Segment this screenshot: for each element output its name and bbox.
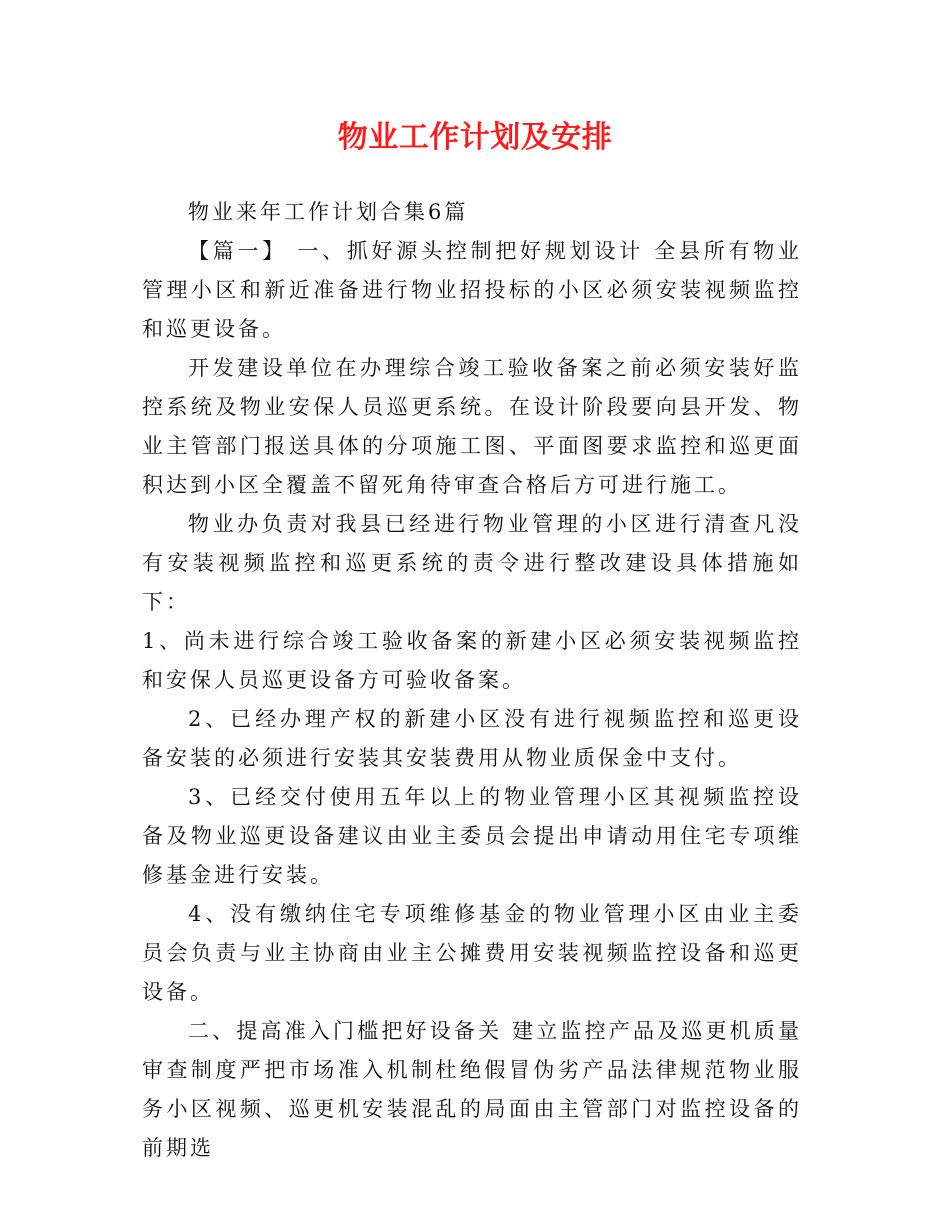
paragraph-section-one: 【篇一】 一、抓好源头控制把好规划设计 全县所有物业管理小区和新近准备进行物业招投标的小区必须安装视频监控和巡更设备。 (142, 239, 802, 341)
paragraph-intro: 物业来年工作计划合集6篇 (188, 200, 469, 224)
paragraph-inspection: 物业办负责对我县已经进行物业管理的小区进行清查凡没有安装视频监控和巡更系统的责令进行整改建设具体措施如下： (142, 512, 802, 614)
paragraph-measure-2: 2、已经办理产权的新建小区没有进行视频监控和巡更设备安装的必须进行安装其安装费用从物业质保金中支付。 (142, 707, 802, 770)
document-title: 物业工作计划及安排 (337, 120, 613, 155)
document-body (142, 193, 802, 1168)
paragraph-section-two: 二、提高准入门槛把好设备关 建立监控产品及巡更机质量审查制度严把市场准入机制杜绝假冒伪劣产品法律规范物业服务小区视频、巡更机安装混乱的局面由主管部门对监控设备的前期选 (142, 1019, 802, 1160)
paragraph-developer-requirements: 开发建设单位在办理综合竣工验收备案之前必须安装好监控系统及物业安保人员巡更系统。在设计阶段要向县开发、物业主管部门报送具体的分项施工图、平面图要求监控和巡更面积达到小区全覆盖不留死角待审查合格后方可进行施工。 (142, 356, 802, 497)
paragraph-measure-1: 1、尚未进行综合竣工验收备案的新建小区必须安装视频监控和安保人员巡更设备方可验收备案。 (142, 629, 802, 692)
paragraph-measure-3: 3、已经交付使用五年以上的物业管理小区其视频监控设备及物业巡更设备建议由业主委员会提出申请动用住宅专项维修基金进行安装。 (142, 785, 802, 887)
paragraph-measure-4: 4、没有缴纳住宅专项维修基金的物业管理小区由业主委员会负责与业主协商由业主公摊费用安装视频监控设备和巡更设备。 (142, 902, 802, 1004)
